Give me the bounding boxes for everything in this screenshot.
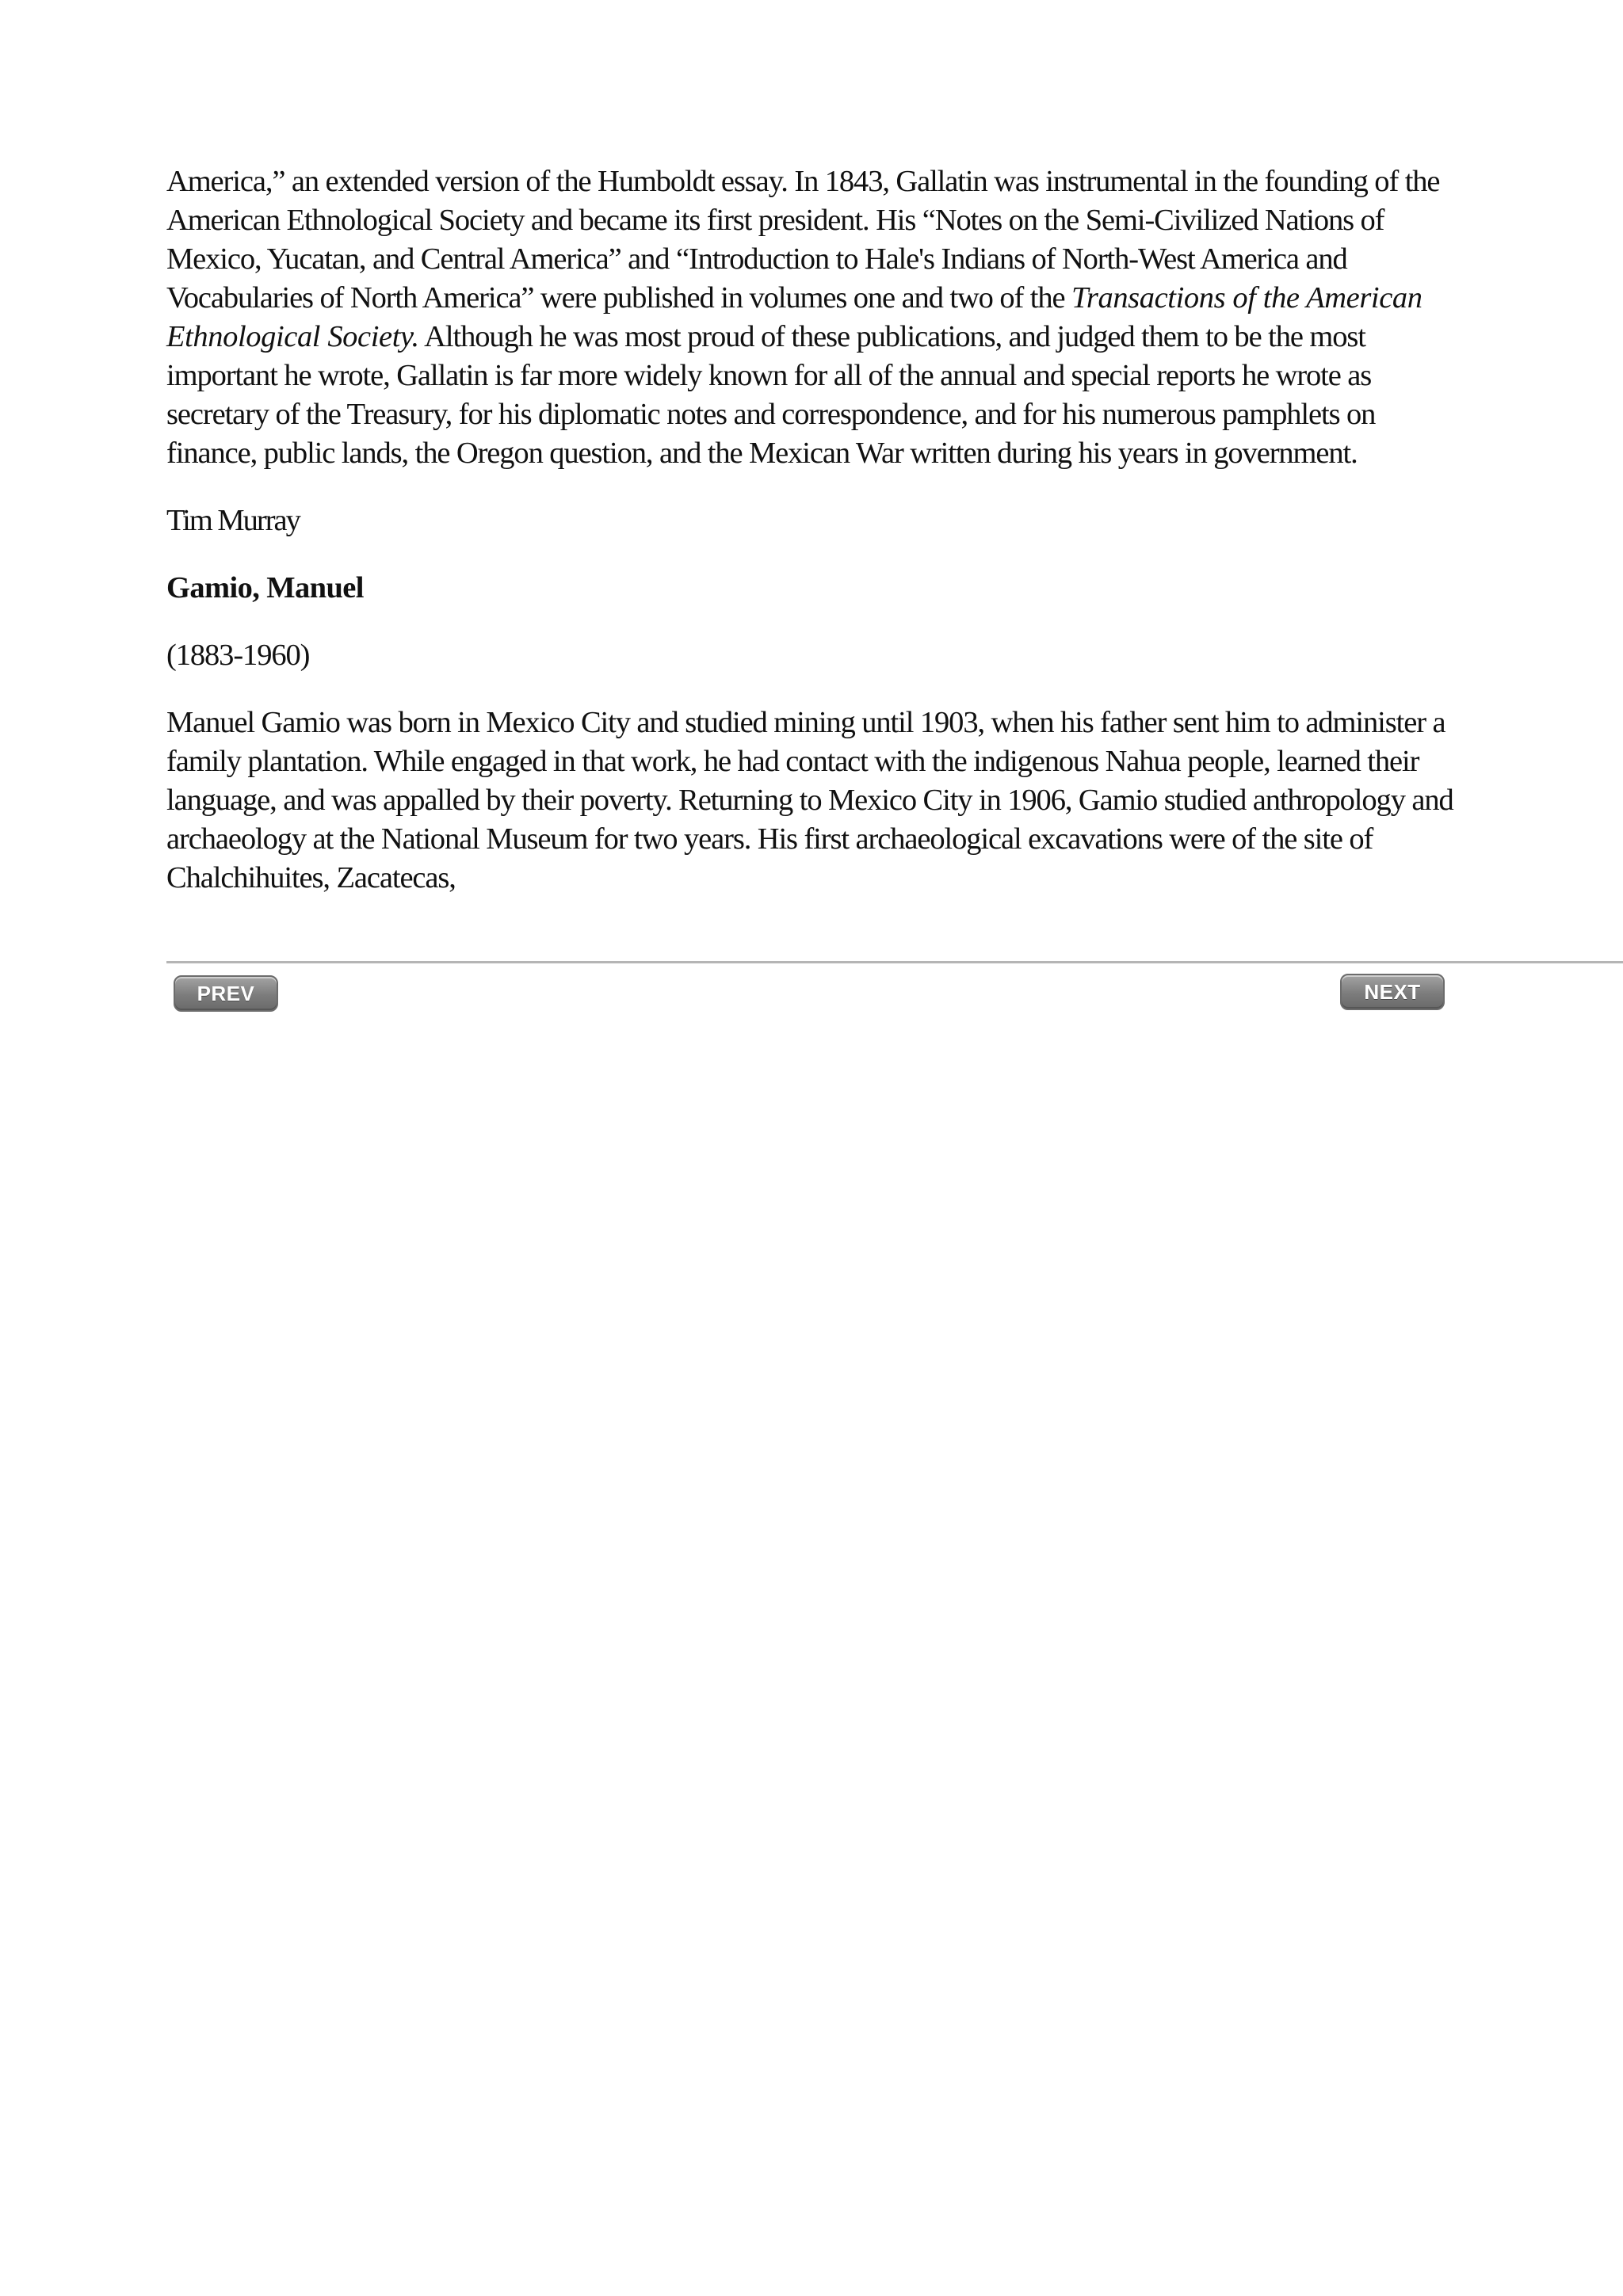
- prev-button-label: PREV: [197, 981, 255, 1005]
- next-button-label: NEXT: [1364, 979, 1421, 1004]
- entry-heading: Gamio, Manuel: [166, 571, 364, 605]
- paragraph-text-continued: Although he was most proud of these publications, and judged them to be the most important he wrote, Gallatin is far more widely known for all of the annual and special reports he wrote as secretary of the Treasury, for his diplomatic notes and correspondence, and for his numerous pamphlets on finance, public lands, the Oregon question, and the Mexican War written during his years in government.: [166, 320, 1376, 470]
- paragraph-text: America,” an extended version of the Humboldt essay. In 1843, Gallatin was instrumental in the founding of the American Ethnological Society and became its first president. His “Notes on the Semi-Civilized Nations of Mexico, Yucatan, and Central America” and “Introduction to Hale's Indians of North-West America and Vocabularies of North America” were published in volumes one and two of the: [166, 165, 1440, 315]
- next-button[interactable]: [1340, 974, 1445, 1010]
- entry-dates: (1883-1960): [166, 639, 310, 672]
- publication-title: Transactions of the American Ethnological Society.: [166, 281, 1423, 353]
- page-divider: [166, 961, 1623, 963]
- prev-button[interactable]: [174, 975, 278, 1012]
- entry-paragraph: Manuel Gamio was born in Mexico City and studied mining until 1903, when his father sent him to administer a family plantation. While engaged in that work, he had contact with the indigenous Nahua people, learned their language, and was appalled by their poverty. Returning to Mexico City in 1906, Gamio studied anthropology and archaeology at the National Museum for two years. His first archaeological excavations were of the site of Chalchihuites, Zacatecas,: [166, 706, 1453, 894]
- author-name: Tim Murray: [166, 504, 300, 537]
- article-paragraph: [166, 162, 1466, 473]
- article-content: [166, 162, 1466, 898]
